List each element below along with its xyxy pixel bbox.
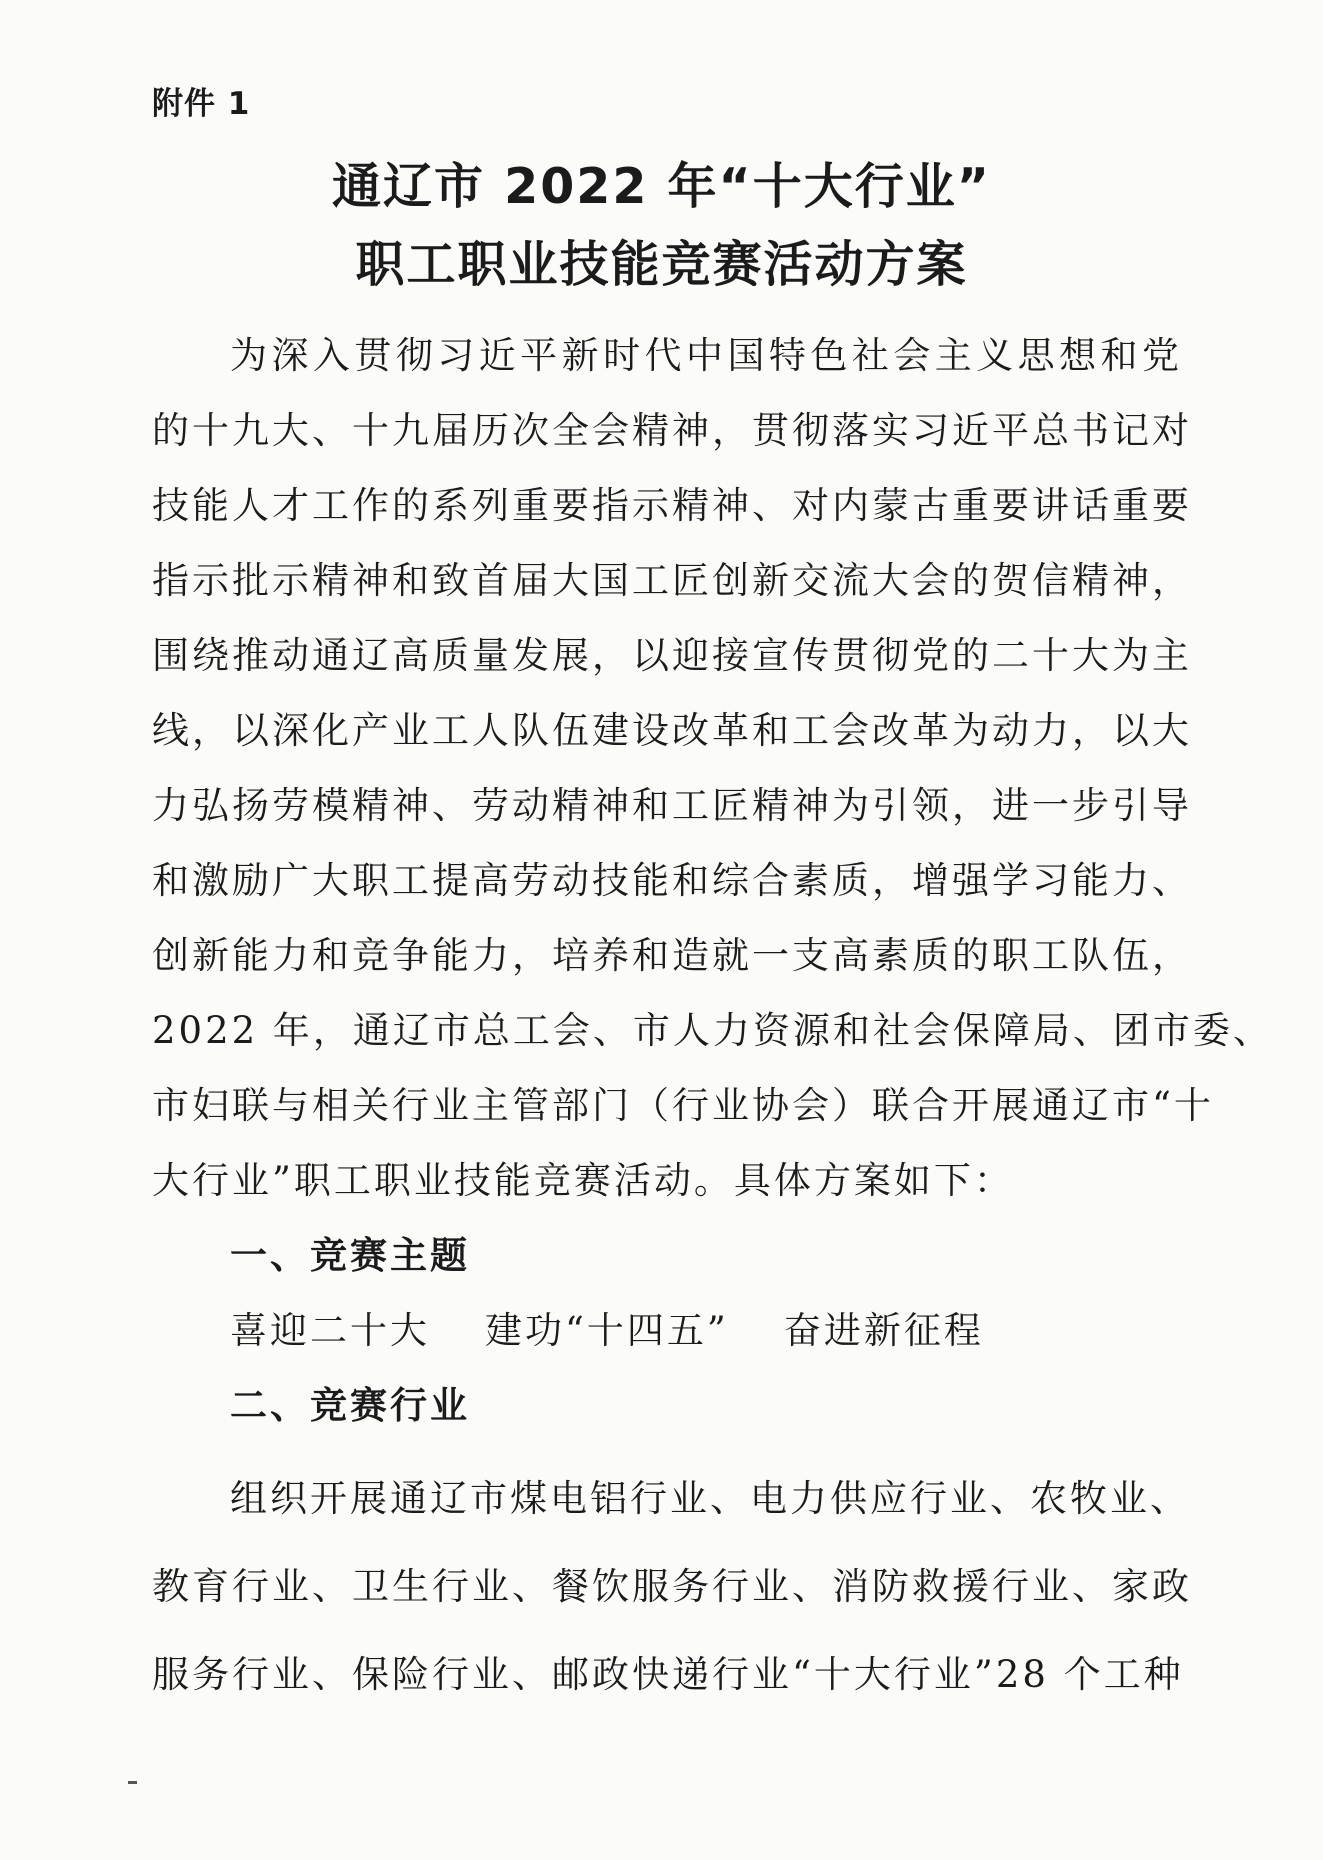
industries-line: 组织开展通辽市煤电铝行业、电力供应行业、农牧业、 [230,1477,1190,1520]
section-heading-industries: 二、竞赛行业 [230,1384,470,1427]
theme-phrase: 奋进新征程 [783,1309,984,1352]
intro-line: 线，以深化产业工人队伍建设改革和工会改革为动力，以大 [152,709,1192,752]
intro-line: 的十九大、十九届历次全会精神，贯彻落实习近平总书记对 [152,409,1192,452]
intro-line: 创新能力和竞争能力，培养和造就一支高素质的职工队伍， [152,934,1192,977]
intro-line: 为深入贯彻习近平新时代中国特色社会主义思想和党 [230,334,1182,377]
industries-line: 教育行业、卫生行业、餐饮服务行业、消防救援行业、家政 [152,1565,1192,1608]
intro-line: 2022 年，通辽市总工会、市人力资源和社会保障局、团市委、 [152,1009,1273,1052]
intro-line: 技能人才工作的系列重要指示精神、对内蒙古重要讲话重要 [152,484,1192,527]
document-title-line-1: 通辽市 2022 年“十大行业” [332,158,991,215]
document-title-line-2: 职工职业技能竞赛活动方案 [355,236,968,293]
theme-phrase: 喜迎二十大 [230,1309,430,1352]
attachment-label: 附件 1 [152,86,251,122]
intro-line: 指示批示精神和致首届大国工匠创新交流大会的贺信精神， [152,559,1192,602]
intro-line: 和激励广大职工提高劳动技能和综合素质，增强学习能力、 [152,859,1192,902]
scan-speck [128,1781,137,1784]
competition-theme [230,1302,984,1360]
intro-line: 围绕推动通辽高质量发展，以迎接宣传贯彻党的二十大为主 [152,634,1192,677]
theme-phrase: 建功“十四五” [485,1309,729,1352]
industries-line: 服务行业、保险行业、邮政快递行业“十大行业”28 个工种 [152,1653,1184,1696]
intro-line: 大行业”职工职业技能竞赛活动。具体方案如下： [152,1159,1014,1202]
intro-line: 市妇联与相关行业主管部门（行业协会）联合开展通辽市“十 [152,1084,1214,1127]
intro-line: 力弘扬劳模精神、劳动精神和工匠精神为引领，进一步引导 [152,784,1192,827]
section-heading-theme: 一、竞赛主题 [230,1234,470,1277]
